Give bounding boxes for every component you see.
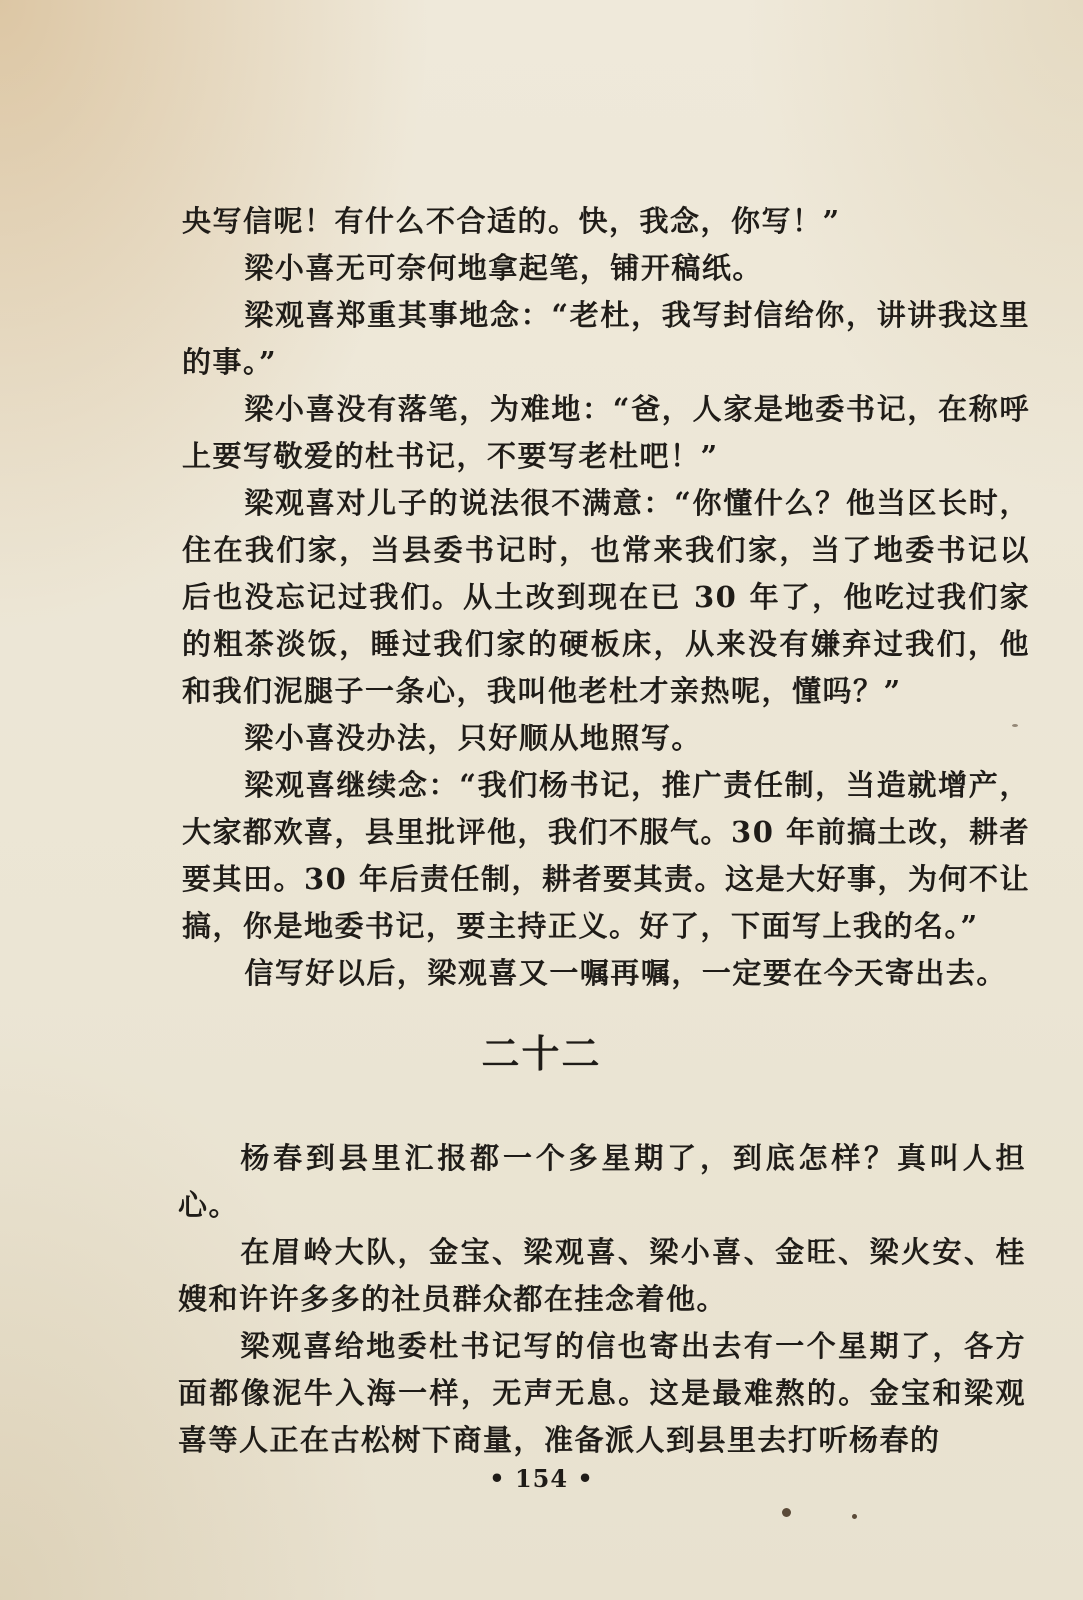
paragraph: 梁观喜继续念：“我们杨书记，推广责任制，当造就增产，大家都欢喜，县里批评他，我们不服气。30 年前搞土改，耕者要其田。30 年后责任制，耕者要其责。这是大好事，为何不让搞，你是地委书记，要主持正义。好了，下面写上我的名。” — [182, 768, 1030, 943]
paragraph: 梁观喜给地委杜书记写的信也寄出去有一个星期了，各方面都像泥牛入海一样，无声无息。这是最难熬的。金宝和梁观喜等人正在古松树下商量，准备派人到县里去打听杨春的 — [178, 1329, 1026, 1457]
section-1-text — [182, 198, 1030, 997]
paragraph: 梁观喜对儿子的说法很不满意：“你懂什么？他当区长时，住在我们家，当县委书记时，也常来我们家，当了地委书记以后也没忘记过我们。从土改到现在已 30 年了，他吃过我们家的粗茶淡饭，睡过我们家的硬板床，从来没有嫌弃过我们，他和我们泥腿子一条心，我叫他老杜才亲热呢，懂吗？” — [182, 486, 1030, 708]
paragraph: 梁小喜没有落笔，为难地：“爸，人家是地委书记，在称呼上要写敬爱的杜书记，不要写老杜吧！” — [182, 392, 1030, 473]
paper-speck — [782, 1508, 791, 1517]
paragraph: 梁小喜无可奈何地拿起笔，铺开稿纸。 — [244, 251, 763, 285]
section-2-text — [178, 1135, 1026, 1464]
chapter-title: 二十二 — [481, 1031, 602, 1076]
paper-speck — [852, 1514, 857, 1519]
paragraph: 在眉岭大队，金宝、梁观喜、梁小喜、金旺、梁火安、桂嫂和许许多多的社员群众都在挂念着他。 — [178, 1235, 1026, 1316]
paragraph: 信写好以后，梁观喜又一嘱再嘱，一定要在今天寄出去。 — [244, 956, 1007, 990]
paragraph: 央写信呢！有什么不合适的。快，我念，你写！” — [182, 204, 841, 238]
paragraph: 杨春到县里汇报都一个多星期了，到底怎样？真叫人担心。 — [178, 1141, 1026, 1222]
paragraph: 梁观喜郑重其事地念：“老杜，我写封信给你，讲讲我这里的事。” — [182, 298, 1030, 379]
page-number: • 154 • — [489, 1464, 594, 1493]
paper-speck — [1012, 724, 1018, 727]
paragraph: 梁小喜没办法，只好顺从地照写。 — [244, 721, 702, 755]
